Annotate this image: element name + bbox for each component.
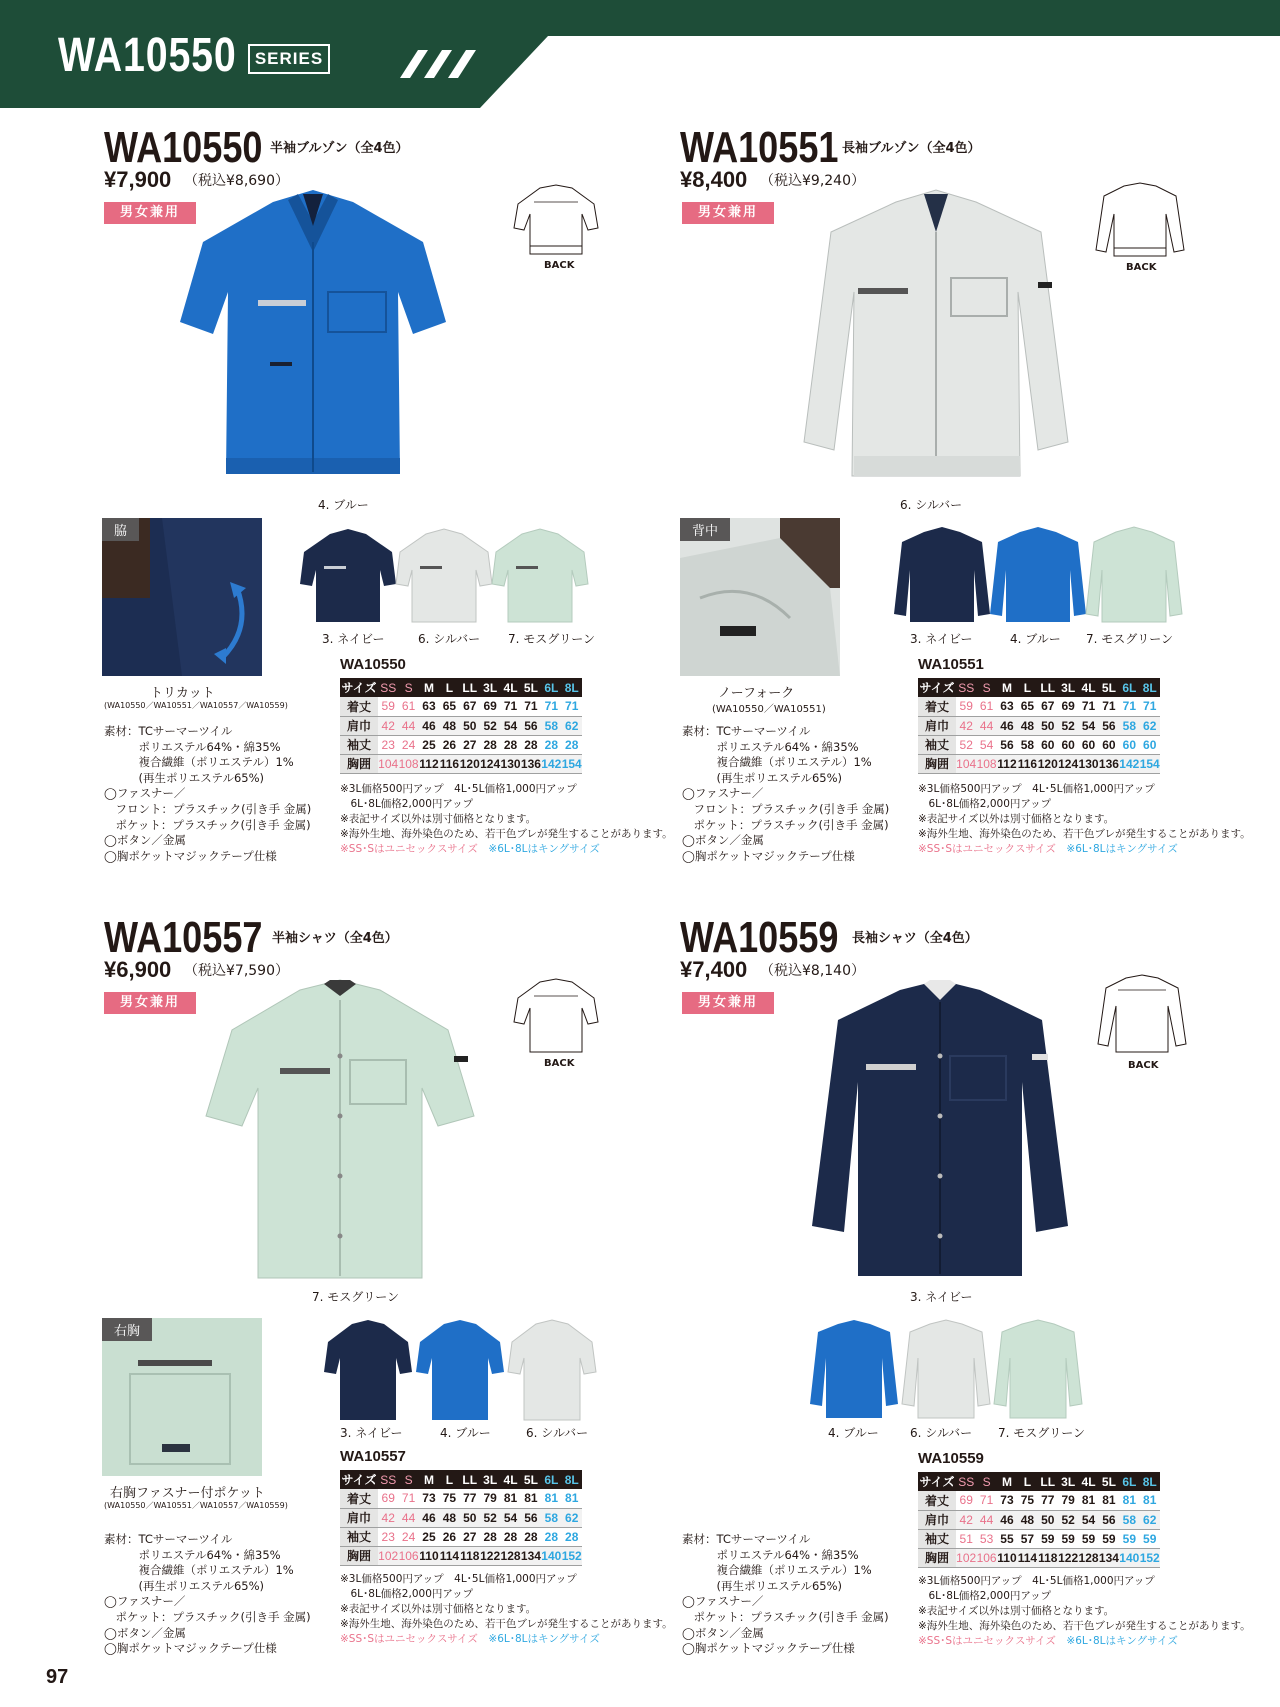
detail-feature-name: トリカット bbox=[150, 686, 215, 701]
detail-feature-note: (WA10550／WA10551／WA10557／WA10559) bbox=[104, 701, 288, 710]
size-table-title: WA10551 bbox=[918, 656, 984, 673]
price-notes: ※3L価格500円アップ 4L･5L価格1,000円アップ 6L･8L価格2,000円アップ ※表記サイズ以外は別寸価格となります。 ※海外生地、海外染色のため、若干色ブレが発生することがあります。 ※SS･Sはユニセックスサイズ ※6L･8Lはキングサイズ bbox=[918, 1575, 1251, 1647]
product-type: 半袖ブルゾン（全4色） bbox=[270, 141, 409, 156]
back-detail-image bbox=[680, 518, 840, 676]
detail-photo bbox=[102, 518, 262, 676]
price-notes: ※3L価格500円アップ 4L･5L価格1,000円アップ 6L･8L価格2,000円アップ ※表記サイズ以外は別寸価格となります。 ※海外生地、海外染色のため、若干色ブレが発生することがあります。 ※SS･Sはユニセックスサイズ ※6L･8Lはキングサイズ bbox=[918, 783, 1251, 855]
detail-feature-note: (WA10550／WA10551) bbox=[712, 704, 826, 715]
back-label: BACK bbox=[544, 1058, 575, 1069]
detail-feature-name: 右胸ファスナー付ポケット bbox=[110, 1486, 265, 1501]
size-table-title: WA10550 bbox=[340, 656, 406, 673]
detail-feature-name: ノーフォーク bbox=[718, 686, 795, 701]
back-view-sketch bbox=[512, 182, 600, 260]
product-tax: （税込¥7,590） bbox=[184, 963, 289, 979]
product-price: ¥7,400 bbox=[680, 957, 748, 982]
color-variants-image bbox=[322, 1318, 598, 1424]
variant-label: 7. モスグリーン bbox=[1086, 632, 1174, 646]
shirt-moss-image bbox=[200, 976, 480, 1286]
color-variants-image bbox=[894, 524, 1184, 626]
main-color-label: 3. ネイビー bbox=[910, 1290, 973, 1304]
size-table: サイズ SS S M L LL 3L 4L 5L 6L 8L 着丈 69 71 73 75 77 79 81 81 81 81 肩巾 42 44 46 48 50 52 54 56 58 62 袖丈 51 53 55 57 59 59 59 59 59 59 胸囲 102 106 110 114 118 122 128 134 140 152 bbox=[918, 1472, 1160, 1568]
detail-photo bbox=[102, 1318, 262, 1476]
size-table: サイズ SS S M L LL 3L 4L 5L 6L 8L 着丈 69 71 73 75 77 79 81 81 81 81 肩巾 42 44 46 48 50 52 54 56 58 62 袖丈 23 24 25 26 27 28 28 28 28 28 胸囲 102 106 110 114 118 122 128 134 140 152 bbox=[340, 1470, 582, 1566]
product-price: ¥7,900 bbox=[104, 167, 172, 192]
variant-label: 3. ネイビー bbox=[340, 1426, 403, 1440]
series-badge: SERIES bbox=[248, 44, 330, 74]
spec-block: 素材：TCサーマーツイル ポリエステル64%・綿35% 複合繊維（ポリエステル）1% (再生ポリエステル65%) ◯ファスナー／ フロント：プラスチック(引き手 金属) ポケット：プラスチック(引き手 金属) ◯ボタン／金属 ◯胸ポケットマジックテープ仕様 bbox=[104, 724, 312, 863]
variant-label: 7. モスグリーン bbox=[508, 632, 596, 646]
variant-label: 6. シルバー bbox=[910, 1426, 973, 1440]
color-variants-image bbox=[300, 526, 590, 626]
back-view-sketch bbox=[1096, 972, 1188, 1058]
spec-block: 素材：TCサーマーツイル ポリエステル64%・綿35% 複合繊維（ポリエステル）1% (再生ポリエステル65%) ◯ファスナー／ ポケット：プラスチック(引き手 金属) ◯ボタン／金属 ◯胸ポケットマジックテープ仕様 bbox=[682, 1532, 889, 1656]
back-label: BACK bbox=[544, 260, 575, 271]
main-color-label: 6. シルバー bbox=[900, 498, 963, 512]
size-table-title: WA10559 bbox=[918, 1450, 984, 1467]
product-code: WA10551 bbox=[680, 123, 839, 172]
price-notes: ※3L価格500円アップ 4L･5L価格1,000円アップ 6L･8L価格2,000円アップ ※表記サイズ以外は別寸価格となります。 ※海外生地、海外染色のため、若干色ブレが発生することがあります。 ※SS･Sはユニセックスサイズ ※6L･8Lはキングサイズ bbox=[340, 783, 673, 855]
jacket-blue-image bbox=[178, 182, 448, 492]
detail-photo bbox=[680, 518, 840, 676]
detail-tag: 右胸 bbox=[102, 1318, 152, 1341]
product-type: 長袖シャツ（全4色） bbox=[852, 931, 978, 946]
product-tax: （税込¥9,240） bbox=[760, 173, 865, 189]
product-tax: （税込¥8,690） bbox=[184, 173, 289, 189]
unisex-badge: 男女兼用 bbox=[104, 202, 196, 224]
detail-feature-note: (WA10550／WA10551／WA10557／WA10559) bbox=[104, 1501, 288, 1510]
color-variants-image bbox=[808, 1318, 1084, 1420]
product-type: 半袖シャツ（全4色） bbox=[272, 931, 398, 946]
variant-label: 7. モスグリーン bbox=[998, 1426, 1086, 1440]
unisex-badge: 男女兼用 bbox=[682, 202, 774, 224]
product-price: ¥8,400 bbox=[680, 167, 748, 192]
product-tax: （税込¥8,140） bbox=[760, 963, 865, 979]
chest-pocket-detail-image bbox=[102, 1318, 262, 1476]
size-table-title: WA10557 bbox=[340, 1448, 406, 1465]
price-notes: ※3L価格500円アップ 4L･5L価格1,000円アップ 6L･8L価格2,000円アップ ※表記サイズ以外は別寸価格となります。 ※海外生地、海外染色のため、若干色ブレが発生することがあります。 ※SS･Sはユニセックスサイズ ※6L･8Lはキングサイズ bbox=[340, 1573, 673, 1645]
variant-label: 4. ブルー bbox=[828, 1426, 879, 1440]
variant-label: 4. ブルー bbox=[440, 1426, 491, 1440]
unisex-badge: 男女兼用 bbox=[104, 992, 196, 1014]
size-table: サイズ SS S M L LL 3L 4L 5L 6L 8L 着丈 59 61 63 65 67 69 71 71 71 71 肩巾 42 44 46 48 50 52 54 56 58 62 袖丈 23 24 25 26 27 28 28 28 28 28 胸囲 104 108 112 116 120 124 130 136 142 154 bbox=[340, 678, 582, 774]
main-color-label: 4. ブルー bbox=[318, 498, 369, 512]
back-label: BACK bbox=[1128, 1060, 1159, 1071]
size-table: サイズ SS S M L LL 3L 4L 5L 6L 8L 着丈 59 61 63 65 67 69 71 71 71 71 肩巾 42 44 46 48 50 52 54 56 58 62 袖丈 52 54 56 58 60 60 60 60 60 60 胸囲 104 108 112 116 120 124 130 136 142 154 bbox=[918, 678, 1160, 774]
back-view-sketch bbox=[512, 976, 600, 1056]
variant-label: 6. シルバー bbox=[526, 1426, 589, 1440]
main-color-label: 7. モスグリーン bbox=[312, 1290, 400, 1304]
variant-label: 3. ネイビー bbox=[322, 632, 385, 646]
back-view-sketch bbox=[1094, 180, 1186, 262]
series-title: WA10550 bbox=[58, 29, 237, 82]
product-code: WA10559 bbox=[680, 913, 839, 962]
product-price: ¥6,900 bbox=[104, 957, 172, 982]
detail-tag: 脇 bbox=[102, 518, 139, 541]
shirt-navy-image bbox=[800, 976, 1080, 1282]
variant-label: 4. ブルー bbox=[1010, 632, 1061, 646]
variant-label: 3. ネイビー bbox=[910, 632, 973, 646]
jacket-silver-image bbox=[796, 182, 1076, 492]
product-code: WA10550 bbox=[104, 123, 263, 172]
unisex-badge: 男女兼用 bbox=[682, 992, 774, 1014]
variant-label: 6. シルバー bbox=[418, 632, 481, 646]
back-label: BACK bbox=[1126, 262, 1157, 273]
detail-tag: 背中 bbox=[680, 518, 730, 541]
spec-block: 素材：TCサーマーツイル ポリエステル64%・綿35% 複合繊維（ポリエステル）1% (再生ポリエステル65%) ◯ファスナー／ ポケット：プラスチック(引き手 金属) ◯ボタン／金属 ◯胸ポケットマジックテープ仕様 bbox=[104, 1532, 311, 1656]
spec-block: 素材：TCサーマーツイル ポリエステル64%・綿35% 複合繊維（ポリエステル）1% (再生ポリエステル65%) ◯ファスナー／ フロント：プラスチック(引き手 金属) ポケット：プラスチック(引き手 金属) ◯ボタン／金属 ◯胸ポケットマジックテープ仕様 bbox=[682, 724, 890, 863]
product-type: 長袖ブルゾン（全4色） bbox=[842, 141, 981, 156]
page-number: 97 bbox=[46, 1666, 69, 1688]
product-code: WA10557 bbox=[104, 913, 263, 962]
underarm-detail-image bbox=[102, 518, 262, 676]
series-header bbox=[0, 0, 1280, 108]
